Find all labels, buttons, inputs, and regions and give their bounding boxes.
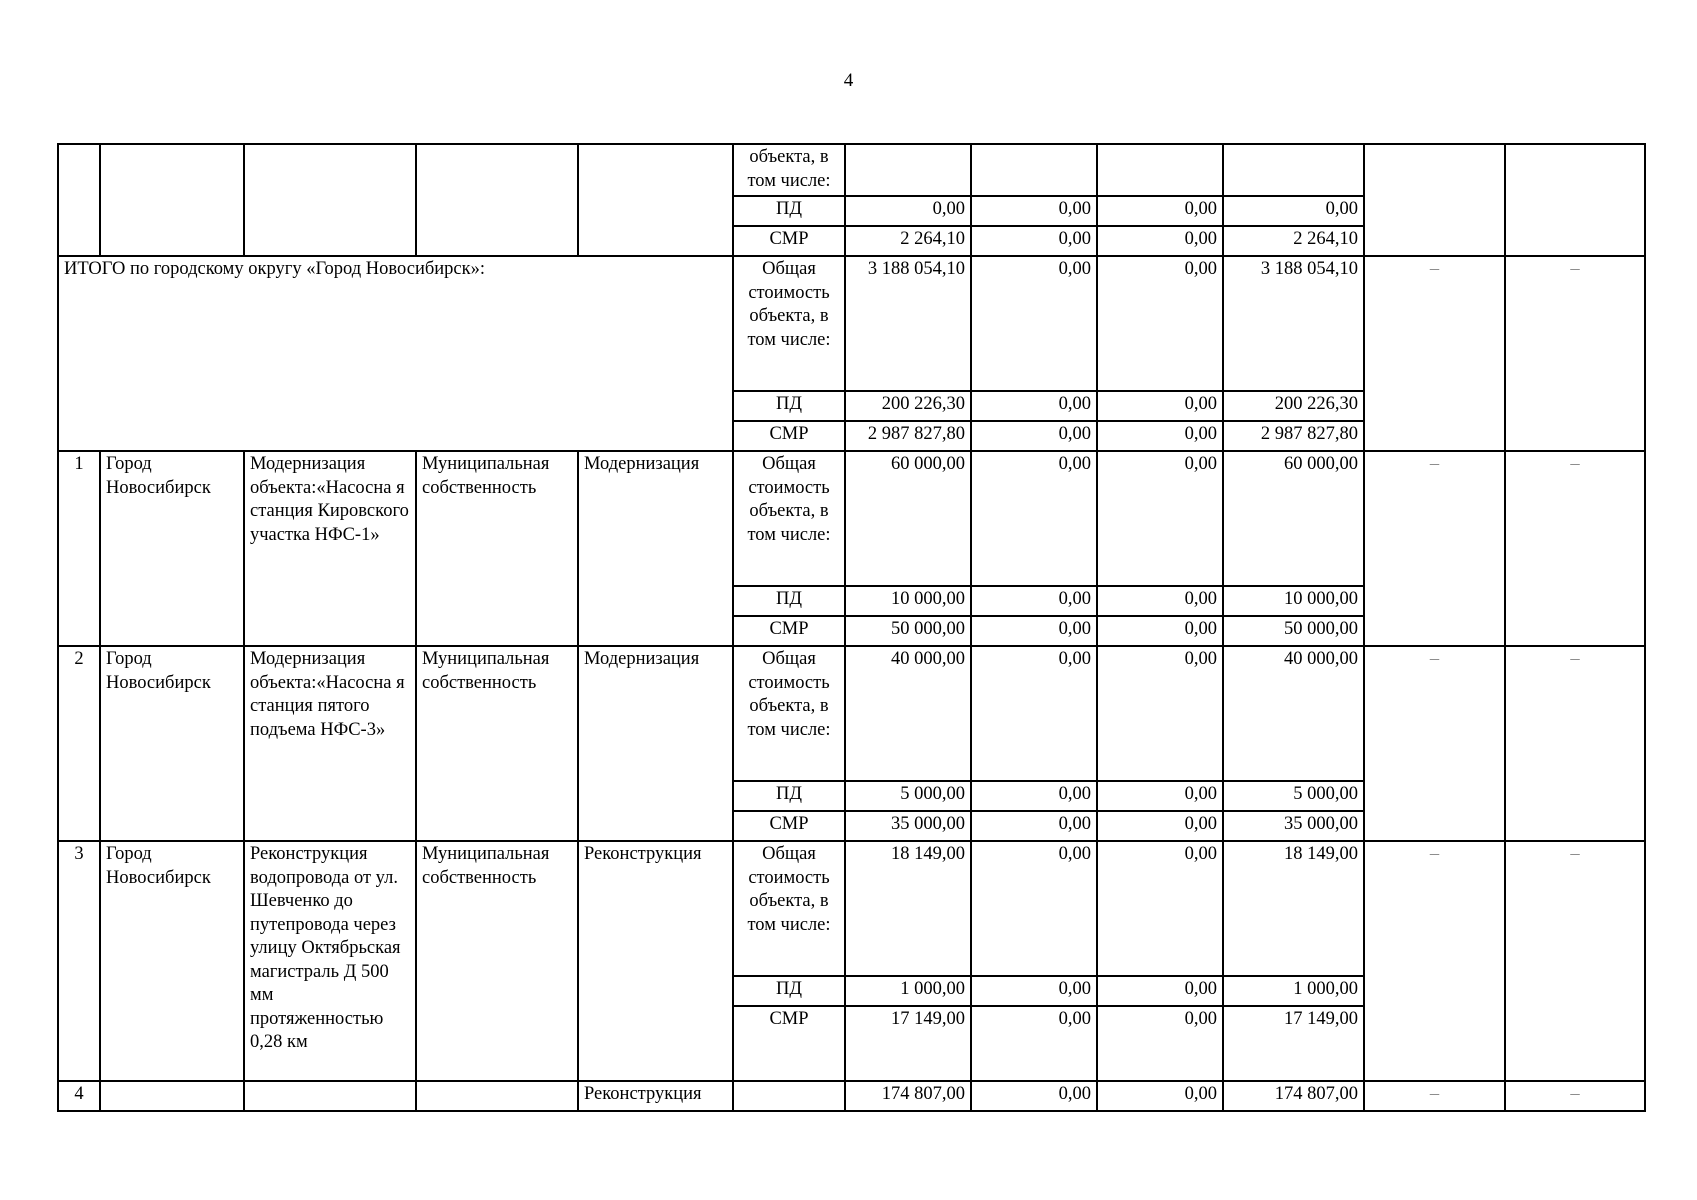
value-cell: 2 987 827,80 bbox=[845, 421, 971, 451]
value-cell: 200 226,30 bbox=[845, 391, 971, 421]
dash-cell: – bbox=[1505, 1081, 1645, 1111]
extra-cell bbox=[1505, 144, 1645, 256]
smr-label: СМР bbox=[733, 421, 845, 451]
value-cell: 0,00 bbox=[1097, 226, 1223, 256]
name-cell: Реконструкция водопровода от ул. Шевченко до путепровода через улицу Октябрьская магистраль Д 500 мм протяженностью 0,28 км bbox=[244, 841, 416, 1081]
value-cell: 0,00 bbox=[1097, 421, 1223, 451]
value-cell: 0,00 bbox=[1097, 811, 1223, 841]
dash-cell: – bbox=[1364, 841, 1505, 1081]
value-cell bbox=[971, 144, 1097, 196]
value-cell: 0,00 bbox=[1097, 646, 1223, 781]
ownership-cell: Муниципальная собственность bbox=[416, 841, 578, 1081]
value-cell: 0,00 bbox=[971, 421, 1097, 451]
ownership-cell bbox=[416, 144, 578, 256]
total-label bbox=[733, 1081, 845, 1111]
value-cell bbox=[1097, 144, 1223, 196]
pd-label: ПД bbox=[733, 976, 845, 1006]
value-cell: 5 000,00 bbox=[845, 781, 971, 811]
value-cell: 10 000,00 bbox=[1223, 586, 1364, 616]
value-cell: 0,00 bbox=[1223, 196, 1364, 226]
value-cell: 2 987 827,80 bbox=[1223, 421, 1364, 451]
dash-cell: – bbox=[1364, 646, 1505, 841]
value-cell: 5 000,00 bbox=[1223, 781, 1364, 811]
pd-label: ПД bbox=[733, 781, 845, 811]
value-cell: 0,00 bbox=[971, 391, 1097, 421]
value-cell: 0,00 bbox=[971, 586, 1097, 616]
ownership-cell bbox=[416, 1081, 578, 1111]
type-cell bbox=[578, 144, 733, 256]
pd-label: ПД bbox=[733, 391, 845, 421]
city-cell bbox=[100, 144, 244, 256]
value-cell: 40 000,00 bbox=[1223, 646, 1364, 781]
name-cell: Модернизация объекта:«Насосна я станция пятого подъема НФС-3» bbox=[244, 646, 416, 841]
value-cell: 18 149,00 bbox=[1223, 841, 1364, 976]
smr-label: СМР bbox=[733, 616, 845, 646]
value-cell: 0,00 bbox=[971, 811, 1097, 841]
value-cell: 60 000,00 bbox=[845, 451, 971, 586]
page-number: 4 bbox=[843, 70, 854, 91]
value-cell: 2 264,10 bbox=[1223, 226, 1364, 256]
value-cell: 60 000,00 bbox=[1223, 451, 1364, 586]
dash-cell: – bbox=[1505, 256, 1645, 451]
total-label: Общая стоимость объекта, в том числе: bbox=[733, 451, 845, 586]
value-cell: 0,00 bbox=[1097, 196, 1223, 226]
value-cell: 40 000,00 bbox=[845, 646, 971, 781]
value-cell: 0,00 bbox=[1097, 391, 1223, 421]
value-cell: 3 188 054,10 bbox=[845, 256, 971, 391]
dash-cell: – bbox=[1505, 841, 1645, 1081]
total-label: Общая стоимость объекта, в том числе: bbox=[733, 646, 845, 781]
num-cell bbox=[58, 144, 100, 256]
value-cell: 50 000,00 bbox=[845, 616, 971, 646]
table-row bbox=[58, 256, 1645, 391]
value-cell: 0,00 bbox=[971, 196, 1097, 226]
value-cell: 0,00 bbox=[971, 646, 1097, 781]
city-cell: Город Новосибирск bbox=[100, 451, 244, 646]
dash-cell: – bbox=[1364, 451, 1505, 646]
value-cell: 0,00 bbox=[971, 976, 1097, 1006]
total-label: Общая стоимость объекта, в том числе: bbox=[733, 256, 845, 391]
city-cell: Город Новосибирск bbox=[100, 841, 244, 1081]
value-cell: 0,00 bbox=[1097, 586, 1223, 616]
value-cell: 0,00 bbox=[1097, 781, 1223, 811]
ownership-cell: Муниципальная собственность bbox=[416, 646, 578, 841]
extra-cell bbox=[1364, 144, 1505, 256]
value-cell: 0,00 bbox=[971, 781, 1097, 811]
value-cell: 10 000,00 bbox=[845, 586, 971, 616]
total-label: объекта, в том числе: bbox=[733, 144, 845, 196]
value-cell: 0,00 bbox=[1097, 841, 1223, 976]
value-cell: 1 000,00 bbox=[1223, 976, 1364, 1006]
total-label: Общая стоимость объекта, в том числе: bbox=[733, 841, 845, 976]
dash-cell: – bbox=[1364, 256, 1505, 451]
smr-label: СМР bbox=[733, 811, 845, 841]
value-cell: 35 000,00 bbox=[1223, 811, 1364, 841]
ownership-cell: Муниципальная собственность bbox=[416, 451, 578, 646]
value-cell: 174 807,00 bbox=[845, 1081, 971, 1111]
value-cell: 0,00 bbox=[1097, 451, 1223, 586]
city-cell bbox=[100, 1081, 244, 1111]
num-cell: 2 bbox=[58, 646, 100, 841]
smr-label: СМР bbox=[733, 226, 845, 256]
value-cell: 0,00 bbox=[971, 451, 1097, 586]
value-cell: 200 226,30 bbox=[1223, 391, 1364, 421]
num-cell: 4 bbox=[58, 1081, 100, 1111]
type-cell: Модернизация bbox=[578, 451, 733, 646]
value-cell: 17 149,00 bbox=[845, 1006, 971, 1081]
value-cell: 0,00 bbox=[971, 1081, 1097, 1111]
name-cell: Модернизация объекта:«Насосна я станция Кировского участка НФС-1» bbox=[244, 451, 416, 646]
value-cell: 1 000,00 bbox=[845, 976, 971, 1006]
value-cell: 0,00 bbox=[1097, 616, 1223, 646]
value-cell: 0,00 bbox=[1097, 976, 1223, 1006]
value-cell bbox=[1223, 144, 1364, 196]
table-row bbox=[58, 144, 1645, 196]
value-cell: 17 149,00 bbox=[1223, 1006, 1364, 1081]
table-row bbox=[58, 646, 1645, 781]
value-cell: 0,00 bbox=[1097, 1006, 1223, 1081]
value-cell: 50 000,00 bbox=[1223, 616, 1364, 646]
type-cell: Реконструкция bbox=[578, 841, 733, 1081]
value-cell: 0,00 bbox=[971, 841, 1097, 976]
table-row bbox=[58, 1081, 1645, 1111]
city-cell: Город Новосибирск bbox=[100, 646, 244, 841]
value-cell bbox=[845, 144, 971, 196]
pd-label: ПД bbox=[733, 586, 845, 616]
table-row bbox=[58, 841, 1645, 976]
value-cell: 3 188 054,10 bbox=[1223, 256, 1364, 391]
name-cell bbox=[244, 144, 416, 256]
value-cell: 0,00 bbox=[971, 616, 1097, 646]
num-cell: 3 bbox=[58, 841, 100, 1081]
dash-cell: – bbox=[1505, 451, 1645, 646]
value-cell: 0,00 bbox=[1097, 1081, 1223, 1111]
value-cell: 0,00 bbox=[971, 256, 1097, 391]
dash-cell: – bbox=[1505, 646, 1645, 841]
itogo-label: ИТОГО по городскому округу «Город Новосибирск»: bbox=[58, 256, 733, 451]
value-cell: 35 000,00 bbox=[845, 811, 971, 841]
value-cell: 18 149,00 bbox=[845, 841, 971, 976]
value-cell: 0,00 bbox=[971, 1006, 1097, 1081]
pd-label: ПД bbox=[733, 196, 845, 226]
num-cell: 1 bbox=[58, 451, 100, 646]
value-cell: 0,00 bbox=[845, 196, 971, 226]
dash-cell: – bbox=[1364, 1081, 1505, 1111]
value-cell: 0,00 bbox=[971, 226, 1097, 256]
smr-label: СМР bbox=[733, 1006, 845, 1081]
value-cell: 2 264,10 bbox=[845, 226, 971, 256]
investment-table bbox=[57, 143, 1646, 1112]
name-cell bbox=[244, 1081, 416, 1111]
value-cell: 0,00 bbox=[1097, 256, 1223, 391]
type-cell: Модернизация bbox=[578, 646, 733, 841]
type-cell: Реконструкция bbox=[578, 1081, 733, 1111]
table-row bbox=[58, 451, 1645, 586]
value-cell: 174 807,00 bbox=[1223, 1081, 1364, 1111]
